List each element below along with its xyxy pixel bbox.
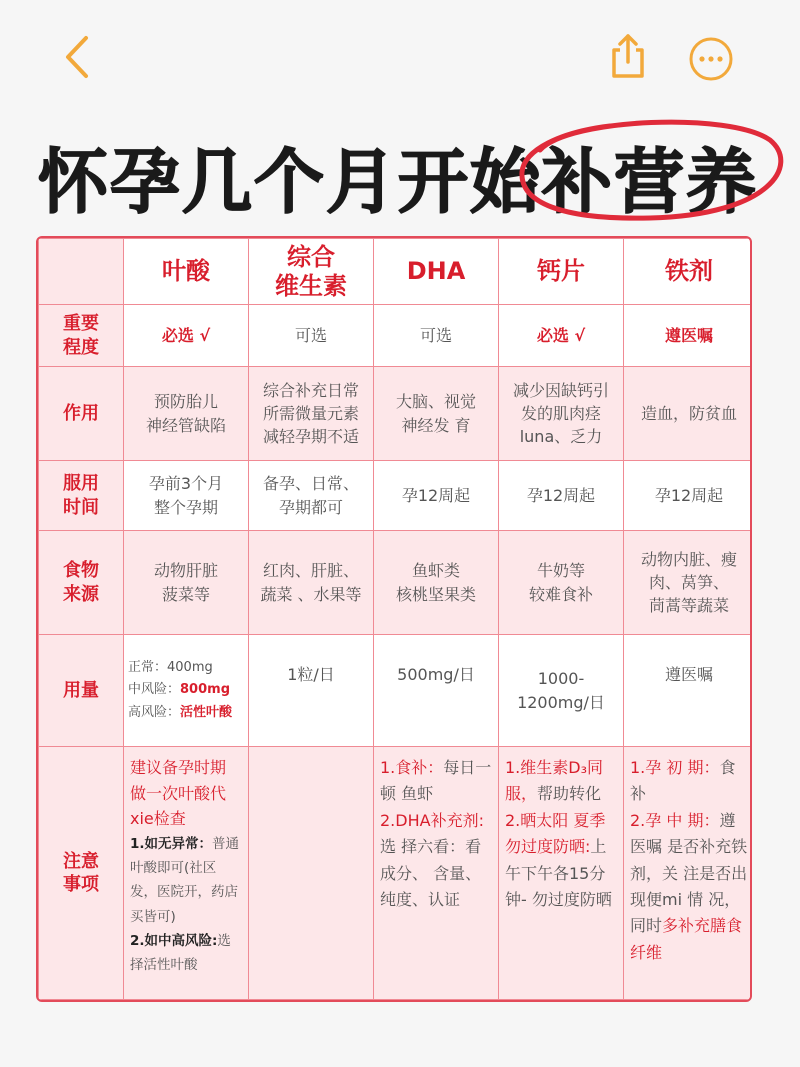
row-header: 作用 bbox=[39, 367, 124, 461]
more-icon bbox=[688, 36, 734, 82]
table-cell: 综合补充日常 所需微量元素 减轻孕期不适 bbox=[249, 367, 374, 461]
back-button[interactable] bbox=[58, 34, 98, 80]
table-cell: 预防胎儿 神经管缺陷 bbox=[124, 367, 249, 461]
share-button[interactable] bbox=[608, 32, 648, 80]
table-cell: 大脑、视觉 神经发 育 bbox=[374, 367, 499, 461]
row-header: 重要 程度 bbox=[39, 305, 124, 367]
more-button[interactable] bbox=[688, 36, 734, 82]
table-cell: 鱼虾类 核桃坚果类 bbox=[374, 531, 499, 635]
column-header: 综合 维生素 bbox=[249, 239, 374, 305]
table-cell bbox=[249, 747, 374, 1000]
table-row bbox=[39, 367, 753, 461]
row-header: 注意 事项 bbox=[39, 747, 124, 1000]
table-cell: 减少因缺钙引 发的肌肉痉 luna、乏力 bbox=[499, 367, 624, 461]
row-header: 用量 bbox=[39, 635, 124, 747]
table-cell: 红肉、肝脏、 蔬菜 、水果等 bbox=[249, 531, 374, 635]
top-bar bbox=[0, 0, 800, 110]
table-cell: 可选 bbox=[249, 305, 374, 367]
row-header: 食物 来源 bbox=[39, 531, 124, 635]
column-header: 叶酸 bbox=[124, 239, 249, 305]
table-cell: 正常：400mg 中风险：800mg 高风险：活性叶酸 bbox=[124, 635, 249, 747]
table-cell: 1.维生素D₃同服，帮助转化 2.晒太阳 夏季勿过度防晒:上 午下午各15分钟- 勿过度防晒 bbox=[499, 747, 624, 1000]
table-cell: 孕12周起 bbox=[499, 461, 624, 531]
table-cell: 孕前3个月 整个孕期 bbox=[124, 461, 249, 531]
column-header: 钙片 bbox=[499, 239, 624, 305]
table-cell: 孕12周起 bbox=[374, 461, 499, 531]
table-cell: 可选 bbox=[374, 305, 499, 367]
table-cell: 遵医嘱 bbox=[624, 635, 753, 747]
table-row bbox=[39, 531, 753, 635]
row-header: 服用 时间 bbox=[39, 461, 124, 531]
table-cell: 1.食补：每日一顿 鱼虾 2.DHA补充剂:选 择六看：看成分、 含量、纯度、认证 bbox=[374, 747, 499, 1000]
table-cell: 遵医嘱 bbox=[624, 305, 753, 367]
header-row bbox=[39, 239, 753, 305]
chevron-left-icon bbox=[58, 34, 98, 80]
table-cell: 备孕、日常、 孕期都可 bbox=[249, 461, 374, 531]
table-cell: 必选 √ bbox=[124, 305, 249, 367]
table-row bbox=[39, 747, 753, 1000]
column-header: 铁剂 bbox=[624, 239, 753, 305]
page-title: 怀孕几个月开始补营养 bbox=[38, 141, 758, 223]
table-cell: 牛奶等 较难食补 bbox=[499, 531, 624, 635]
column-header: DHA bbox=[374, 239, 499, 305]
table-cell: 1粒/日 bbox=[249, 635, 374, 747]
title-area bbox=[30, 110, 780, 230]
table-cell: 1.孕 初 期：食补 2.孕 中 期：遵医嘱 是否补充铁剂，关 注是否出现便mi 情 况，同时多补充膳食纤维 bbox=[624, 747, 753, 1000]
corner-cell bbox=[39, 239, 124, 305]
share-icon bbox=[608, 32, 648, 80]
table-row bbox=[39, 635, 753, 747]
table-cell: 建议备孕时期 做一次叶酸代 xie检查 1.如无异常：普通叶酸即可(社区发，医院开，药店 买皆可) 2.如中高风险:选择活性叶酸 bbox=[124, 747, 249, 1000]
table-row bbox=[39, 305, 753, 367]
table-cell: 1000- 1200mg/日 bbox=[499, 635, 624, 747]
table-cell: 必选 √ bbox=[499, 305, 624, 367]
nutrition-table bbox=[36, 236, 752, 1002]
table-cell: 孕12周起 bbox=[624, 461, 753, 531]
table-cell: 动物内脏、瘦 肉、莴笋、 茼蒿等蔬菜 bbox=[624, 531, 753, 635]
table-cell: 500mg/日 bbox=[374, 635, 499, 747]
table-row bbox=[39, 461, 753, 531]
table-cell: 造血，防贫血 bbox=[624, 367, 753, 461]
table-cell: 动物肝脏 菠菜等 bbox=[124, 531, 249, 635]
